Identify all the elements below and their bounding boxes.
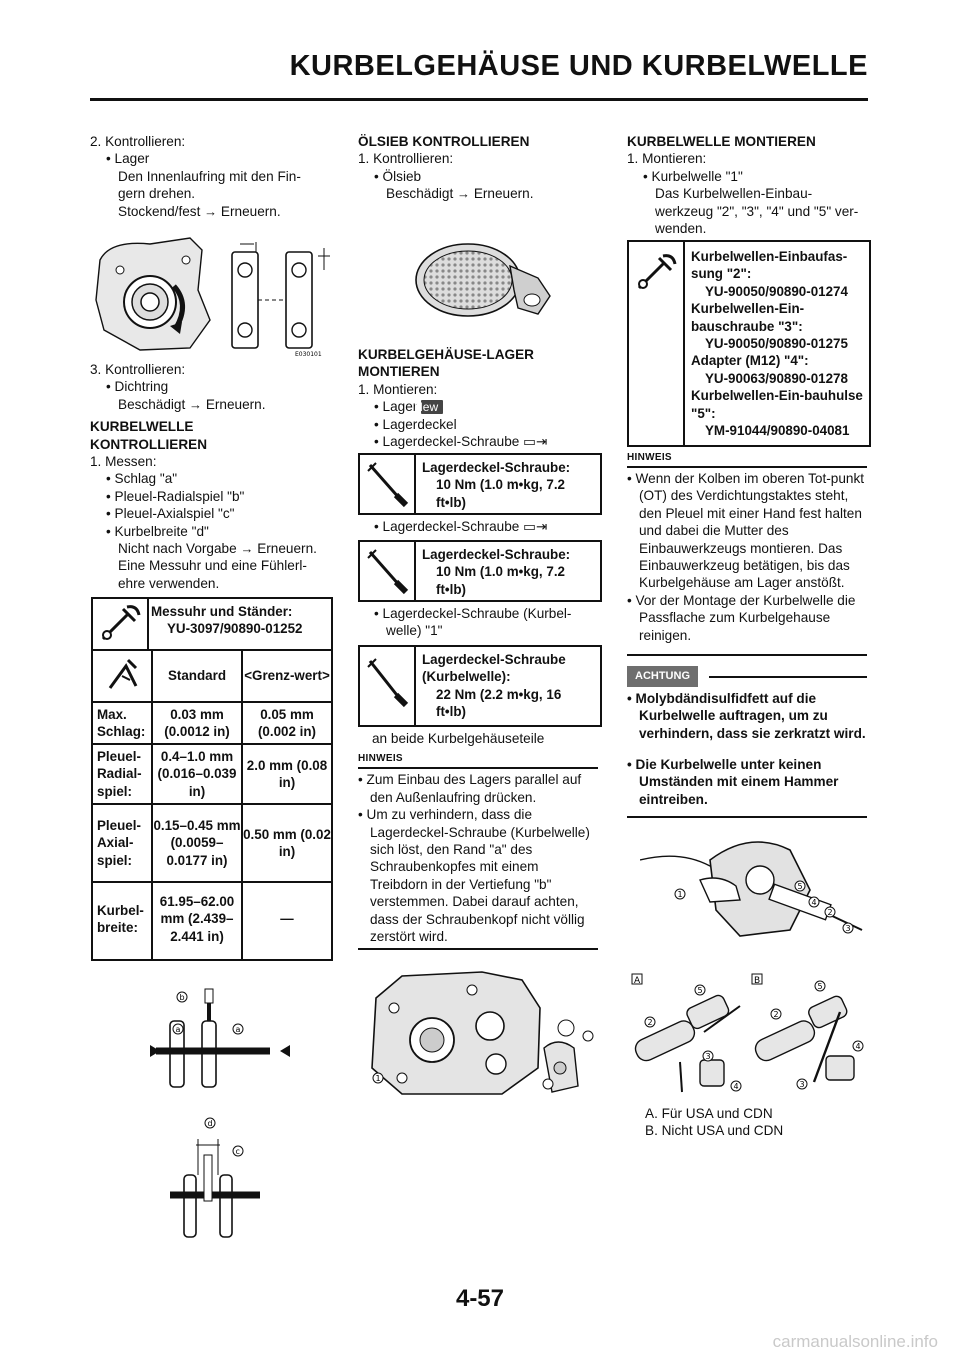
- kurbelwelle-desc-2: werkzeug "2", "3", "4" und "5" ver-: [655, 203, 859, 219]
- column-2e: [358, 730, 603, 945]
- page-number: 4-57: [455, 1285, 505, 1312]
- messuhr-note-2: ehre verwenden.: [118, 575, 220, 591]
- label-d: d: [207, 1119, 213, 1128]
- column-1b: [90, 361, 335, 592]
- hinweis-end-rule: [627, 654, 867, 656]
- crankshaft-width-figure: [170, 1115, 270, 1245]
- crankshaft-runout-figure: [150, 985, 290, 1090]
- bullet-lagerdeckel: • Lagerdeckel: [374, 416, 457, 432]
- section-olsieb: ÖLSIEB KONTROLLIEREN: [358, 134, 530, 149]
- messuhr-note-1: Eine Messuhr und eine Fühlerl-: [118, 558, 307, 574]
- callout-2: 2: [773, 1010, 779, 1019]
- spec-row: [93, 805, 331, 883]
- measure-item-3: • Kurbelbreite "d": [106, 523, 209, 539]
- torque-wrench-icon: [360, 647, 416, 725]
- bullet-schraube-2: • Lagerdeckel-Schraube ▭⇥: [374, 519, 548, 534]
- beide-teile: an beide Kurbelgehäuseteile: [372, 731, 545, 746]
- tool-code: YM-91044/90890-04081: [705, 423, 850, 439]
- spec-header-row: [93, 651, 331, 703]
- fig-label-a: A: [634, 976, 641, 986]
- crankshaft-install-figure: [640, 830, 865, 960]
- hinweis-note-2: • Um zu verhindern, dass die Lagerdeckel-Schraube (Kurbelwelle) sich löst, den Rand "a" des Schraubenkopfes mit einem Treibdorn in der Vertiefung "b" verstemmen. Dabei darauf achten, dass der Schraubenkopf nicht völlig zerstört wird.: [358, 807, 590, 945]
- section-kurbelwelle-2: KONTROLLIEREN: [90, 436, 208, 452]
- tool-name: Messuhr und Ständer:: [151, 604, 293, 619]
- spec-limit: 0.50 mm (0.02 in): [243, 826, 331, 859]
- torque-1-name: Lagerdeckel-Schraube:: [422, 460, 571, 475]
- hinweis-note-1: • Zum Einbau des Lagers parallel auf den Außenlaufring drücken.: [358, 772, 582, 805]
- figure-legend: [645, 1105, 865, 1140]
- bearing-check-figure: [90, 230, 335, 360]
- label-a: a: [235, 1025, 241, 1034]
- bullet-dichtring: • Dichtring: [106, 379, 169, 395]
- crankcase-figure: [362, 968, 600, 1098]
- bullet-schraube-1: • Lagerdeckel-Schraube ▭⇥: [374, 434, 548, 450]
- bullet-kurbelwelle: • Kurbelwelle "1": [643, 168, 743, 184]
- spec-limit: —: [280, 911, 294, 927]
- torque-box-3: [358, 645, 602, 727]
- oil-strainer-figure: [410, 238, 560, 328]
- torque-2-name: Lagerdeckel-Schraube:: [422, 547, 571, 562]
- hinweis-heading: HINWEIS: [358, 753, 598, 769]
- bullet-schraube-3a: • Lagerdeckel-Schraube (Kurbel-: [374, 606, 572, 621]
- spec-label: Kurbel-breite:: [97, 902, 144, 935]
- spec-std: 61.95–62.00 mm (2.439–2.441 in): [159, 893, 235, 944]
- tool-name: Adapter (M12) "4":: [691, 353, 809, 369]
- callout-5: 5: [817, 982, 823, 991]
- spec-header-standard: Standard: [167, 668, 227, 684]
- lager-montieren: 1. Montieren:: [358, 381, 438, 397]
- tool-code: YU-3097/90890-01252: [167, 621, 303, 637]
- spec-label: Pleuel-Axial-spiel:: [97, 817, 141, 868]
- column-2: [358, 133, 603, 203]
- bullet-olsieb: • Ölsieb: [374, 168, 422, 184]
- spec-std: 0.15–0.45 mm (0.0059–0.0177 in): [153, 817, 241, 868]
- label-b: b: [179, 993, 185, 1002]
- column-2c: [358, 518, 603, 535]
- spec-std: 0.03 mm (0.0012 in): [164, 706, 230, 739]
- label-a: a: [175, 1025, 181, 1034]
- olsieb-kontrollieren: 1. Kontrollieren:: [358, 151, 454, 167]
- callout-4: 4: [733, 1082, 739, 1091]
- achtung-label: ACHTUNG: [627, 666, 698, 687]
- torque-box-2: [358, 540, 602, 602]
- nicht-vorgabe: Nicht nach Vorgabe → Erneuern.: [118, 541, 317, 557]
- torque-wrench-icon: [360, 542, 416, 600]
- callout-3: 3: [845, 924, 851, 933]
- fig-label-b: B: [754, 976, 761, 986]
- bullet-lager-new: • Lager New: [358, 398, 603, 415]
- tool-code: YU-90063/90890-01278: [705, 370, 848, 386]
- torque-wrench-icon: [360, 455, 416, 513]
- spec-label: Max. Schlag:: [97, 706, 146, 739]
- kurbelwelle-desc-1: Das Kurbelwellen-Einbau-: [655, 186, 813, 202]
- spec-label: Pleuel-Radial-spiel:: [97, 748, 142, 799]
- measure-item-2: • Pleuel-Axialspiel "c": [106, 506, 235, 522]
- spec-table: [91, 649, 333, 961]
- achtung-box: [627, 666, 867, 822]
- spec-row: [93, 883, 331, 955]
- measure-item-0: • Schlag "a": [106, 471, 178, 487]
- tool-code: YU-90050/90890-01275: [705, 336, 848, 352]
- callout-2: 2: [647, 1018, 653, 1027]
- callout-3: 3: [705, 1052, 711, 1061]
- tool-name: Kurbelwellen-Ein-bauhulse "5":: [691, 388, 863, 421]
- tool-name: Kurbelwellen-Einbaufas-sung "2":: [691, 249, 848, 282]
- tool-box-messuhr: [91, 597, 333, 651]
- torque-3-name: Lagerdeckel-Schraube (Kurbelwelle):: [422, 652, 566, 685]
- install-tools-figure: [630, 972, 870, 1097]
- figure-code: E030101: [295, 351, 322, 358]
- bullet-schraube-3b: welle) "1": [386, 623, 443, 639]
- torque-2-value: 10 Nm (1.0 m•kg, 7.2 ft•lb): [436, 564, 565, 597]
- section-lager-2: MONTIEREN: [358, 364, 440, 380]
- section-kurbelwelle-montieren: KURBELWELLE MONTIEREN: [627, 134, 816, 149]
- locktite-icon: ▭⇥: [523, 434, 548, 450]
- tool-name: Kurbelwellen-Ein-bauschraube "3":: [691, 301, 805, 334]
- spec-row: [93, 745, 331, 805]
- tool-code: YU-90050/90890-01274: [705, 283, 848, 299]
- kurbelwelle-montieren: 1. Montieren:: [627, 151, 707, 167]
- achtung-note-1: • Molybdändisulfidfett auf die Kurbelwelle auftragen, um zu verhindern, dass sie zerkratzt wird.: [627, 691, 866, 741]
- lager-desc-2: gern drehen.: [118, 186, 196, 202]
- spec-limit: 2.0 mm (0.08 in): [246, 757, 328, 790]
- torque-3-value: 22 Nm (2.2 m•kg, 16 ft•lb): [436, 686, 562, 720]
- spec-std: 0.4–1.0 mm (0.016–0.039 in): [157, 748, 237, 799]
- section-lager-1: KURBELGEHÄUSE-LAGER: [358, 347, 534, 362]
- callout-1: 1: [375, 1074, 381, 1083]
- dichtring-desc: Beschädigt → Erneuern.: [118, 396, 266, 412]
- spec-row: [93, 703, 331, 745]
- messen: 1. Messen:: [90, 454, 157, 470]
- callout-5: 5: [797, 882, 803, 891]
- hinweis-heading: HINWEIS: [627, 452, 867, 468]
- column-3b: [627, 452, 872, 644]
- callout-5: 5: [697, 986, 703, 995]
- locktite-icon: ▭⇥: [523, 519, 548, 534]
- legend-b: B. Nicht USA und CDN: [645, 1123, 784, 1139]
- callout-1: 1: [677, 890, 683, 899]
- callout-4: 4: [855, 1042, 861, 1051]
- page-title: KURBELGEHÄUSE UND KURBELWELLE: [289, 50, 868, 82]
- header-rule: [90, 98, 868, 101]
- torque-1-value: 10 Nm (1.0 m•kg, 7.2 ft•lb): [436, 477, 565, 510]
- column-2b: [358, 346, 603, 450]
- torque-box-1: [358, 453, 602, 515]
- olsieb-desc: Beschädigt → Erneuern.: [386, 186, 534, 202]
- callout-3: 3: [799, 1080, 805, 1089]
- callout-4: 4: [811, 898, 817, 907]
- new-badge: New: [421, 400, 443, 414]
- tool-icon: [629, 242, 685, 445]
- column-2d: [358, 605, 603, 640]
- achtung-heading: [627, 666, 867, 688]
- achtung-note-2: • Die Kurbelwelle unter keinen Umständen mit einem Hammer eintreiben.: [627, 756, 839, 807]
- column-1: [90, 133, 335, 220]
- measure-item-1: • Pleuel-Radialspiel "b": [106, 488, 245, 504]
- tool-box-einbau: [627, 240, 871, 447]
- hinweis-note-2: • Vor der Montage der Kurbelwelle die Passflache zum Kurbelgehause reinigen.: [627, 592, 856, 643]
- kurbelwelle-desc-3: wenden.: [655, 221, 707, 237]
- spec-icon: [93, 651, 151, 701]
- legend-a: A. Für USA und CDN: [645, 1106, 773, 1121]
- label-c: c: [235, 1147, 240, 1156]
- step-2: 2. Kontrollieren:: [90, 134, 186, 149]
- tool-icon: [93, 599, 149, 649]
- watermark: carmanualsonline.info: [772, 1332, 938, 1351]
- achtung-end-rule: [627, 816, 867, 818]
- spec-header-limit: <Grenz-wert>: [244, 668, 330, 684]
- column-3: [627, 133, 872, 237]
- section-kurbelwelle-1: KURBELWELLE: [90, 419, 194, 435]
- callout-2: 2: [827, 908, 833, 917]
- step-3: 3. Kontrollieren:: [90, 362, 186, 377]
- lager-desc-1: Den Innenlaufring mit den Fin-: [118, 168, 301, 184]
- spec-limit: 0.05 mm (0.002 in): [257, 706, 317, 739]
- bullet-lager: • Lager: [106, 151, 150, 167]
- hinweis-end-rule: [358, 948, 598, 950]
- hinweis-note-1: • Wenn der Kolben im oberen Tot-punkt (OT) des Verdichtungstaktes steht, den Pleuel mit einer Hand fest halten und dabei die Mutter des Einbauwerkzeugs montieren. Das Einbauwerkzeug betätigen, bis das Kurbelgehäuse am Lager anstößt.: [627, 471, 865, 591]
- lager-desc-3: Stockend/fest → Erneuern.: [118, 203, 281, 219]
